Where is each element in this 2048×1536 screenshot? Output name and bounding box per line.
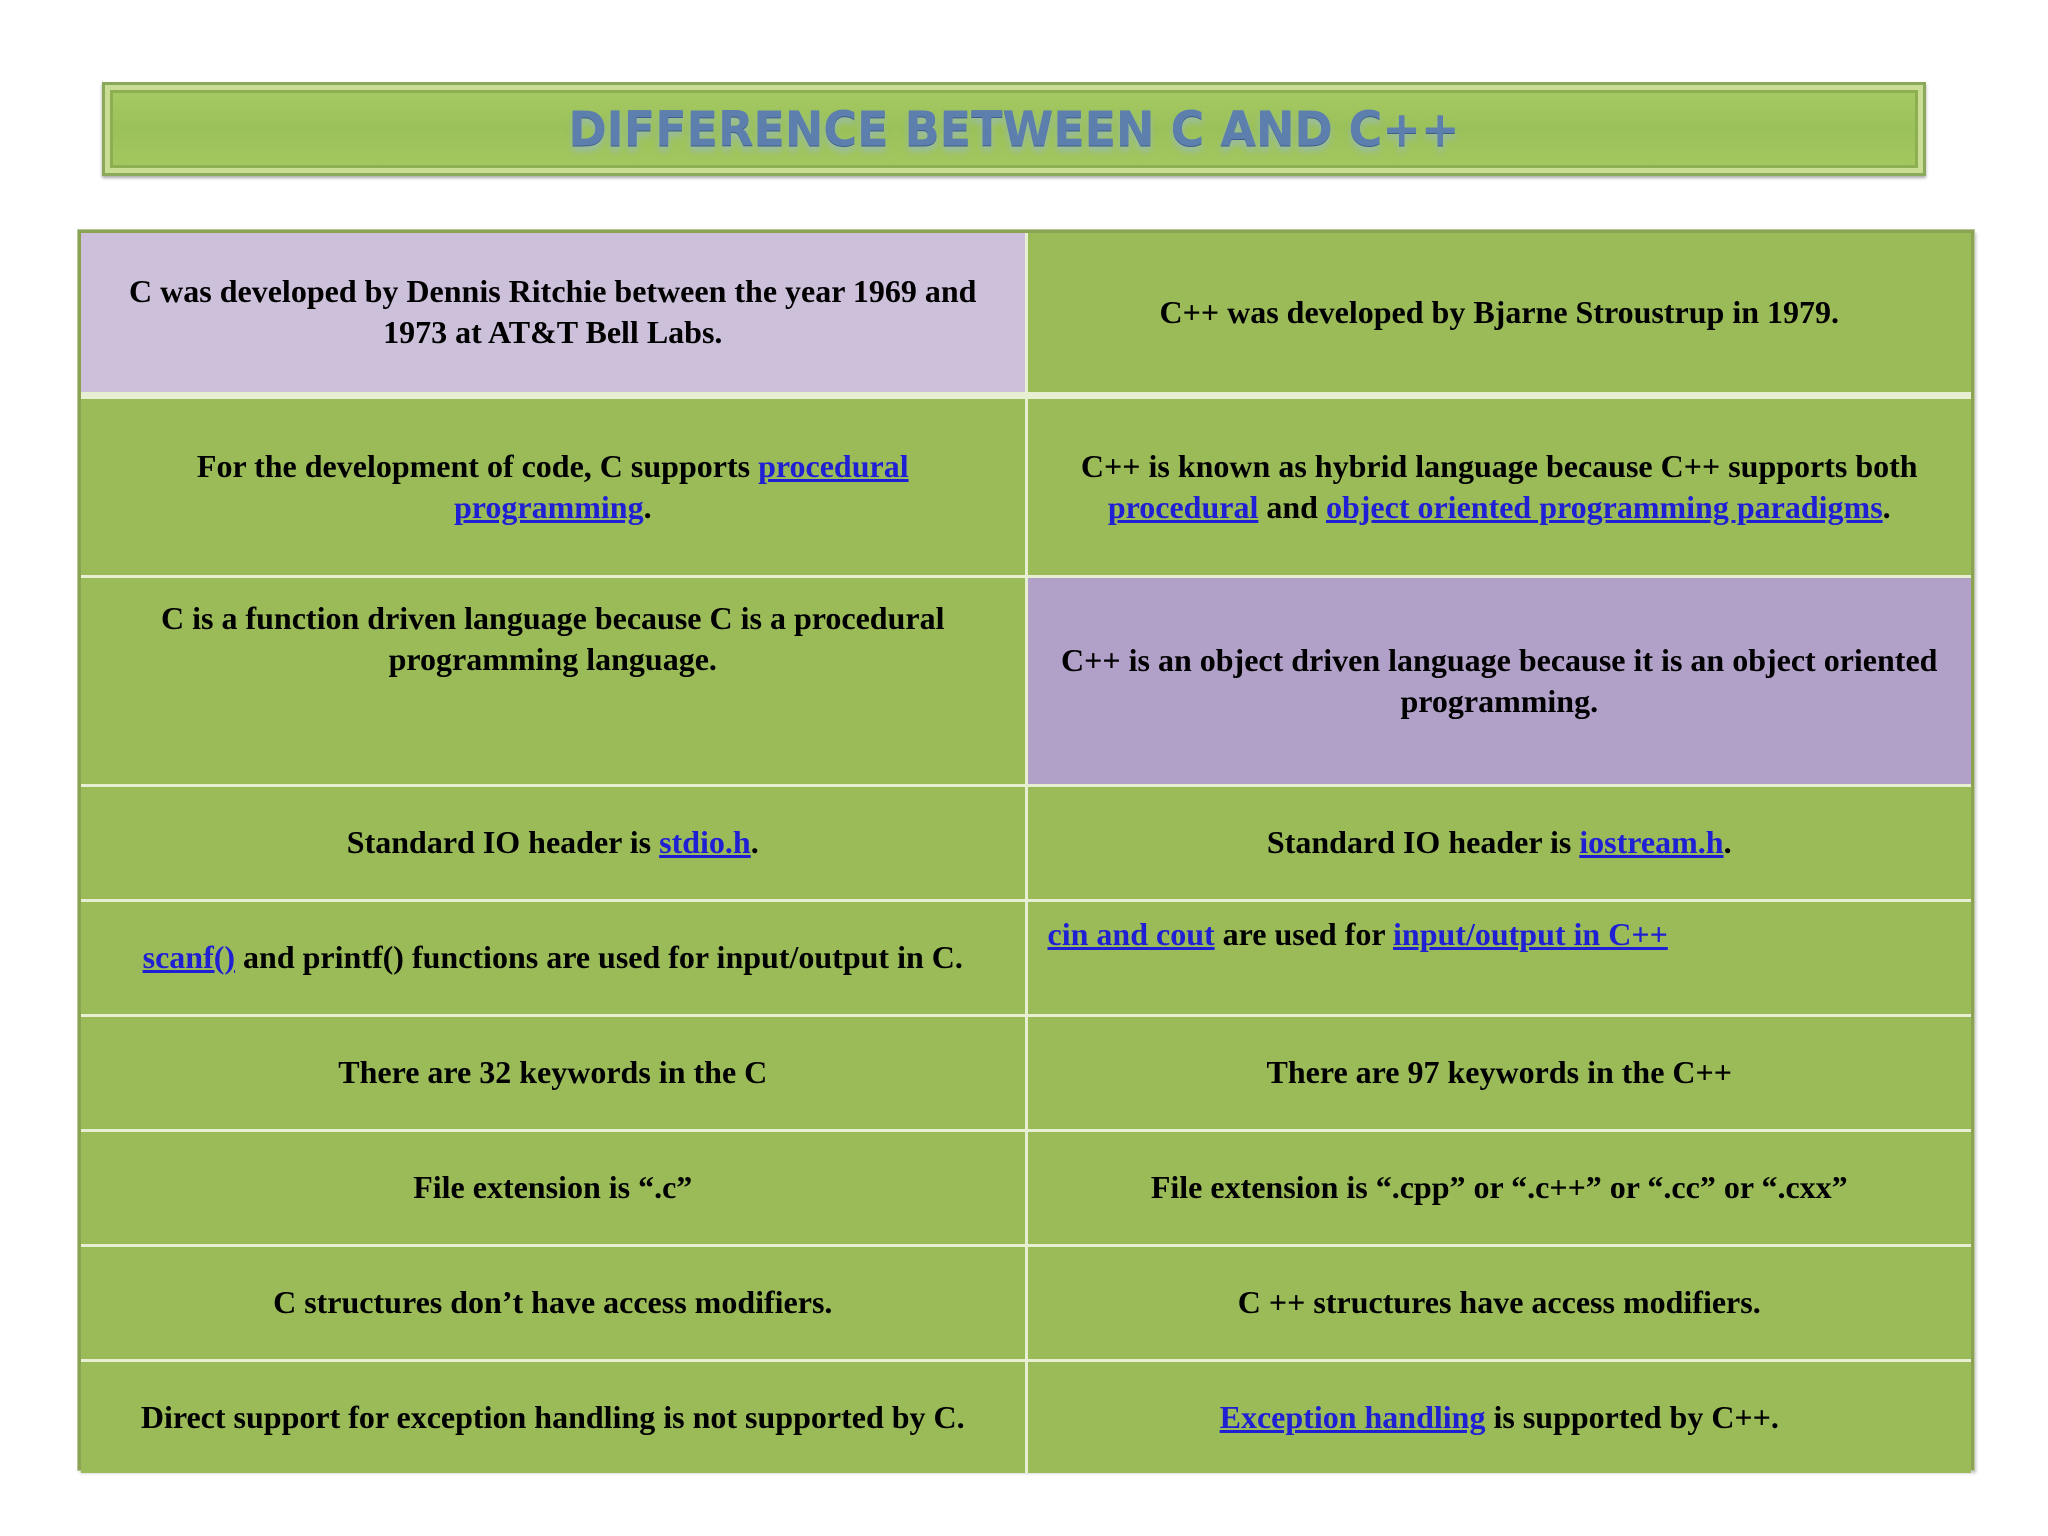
cell-c-developer: C was developed by Dennis Ritchie between the year 1969 and 1973 at AT&T Bell Labs. xyxy=(81,233,1026,395)
cell-c-paradigm: For the development of code, C supports procedural programming. xyxy=(81,395,1026,576)
link-scanf[interactable]: scanf() xyxy=(142,939,236,975)
cell-cpp-file-extension: File extension is “.cpp” or “.c++” or “.cc” or “.cxx” xyxy=(1026,1130,1971,1245)
table-row-file-extension xyxy=(81,1130,1971,1245)
cell-c-io-functions: scanf() and printf() functions are used for input/output in C. xyxy=(81,900,1026,1015)
cell-c-exception-handling: Direct support for exception handling is not supported by C. xyxy=(81,1360,1026,1473)
link-stdio-h[interactable]: stdio.h xyxy=(659,824,751,860)
table-row-developer xyxy=(81,233,1971,395)
cell-c-keywords: There are 32 keywords in the C xyxy=(81,1015,1026,1130)
link-input-output-cpp[interactable]: input/output in C++ xyxy=(1393,915,1668,952)
title-banner xyxy=(102,82,1926,176)
cell-cpp-access-modifiers: C ++ structures have access modifiers. xyxy=(1026,1245,1971,1360)
table-row-driven xyxy=(81,576,1971,785)
cell-cpp-developer: C++ was developed by Bjarne Stroustrup in 1979. xyxy=(1026,233,1971,395)
table-row-access-modifiers xyxy=(81,1245,1971,1360)
table-row-io-header xyxy=(81,785,1971,900)
cell-cpp-exception-handling: Exception handling is supported by C++. xyxy=(1026,1360,1971,1473)
cell-cpp-io-header: Standard IO header is iostream.h. xyxy=(1026,785,1971,900)
cell-c-io-header: Standard IO header is stdio.h. xyxy=(81,785,1026,900)
cell-c-access-modifiers: C structures don’t have access modifiers. xyxy=(81,1245,1026,1360)
table-row-io-functions xyxy=(81,900,1971,1015)
table-row-exception-handling xyxy=(81,1360,1971,1473)
link-procedural-programming[interactable]: procedural programming xyxy=(453,447,909,525)
link-object-oriented-programming-paradigms[interactable]: object oriented programming paradigms xyxy=(1325,488,1883,525)
cell-cpp-driven: C++ is an object driven language because it is an object oriented programming. xyxy=(1026,576,1971,785)
cell-cpp-keywords: There are 97 keywords in the C++ xyxy=(1026,1015,1971,1130)
cell-c-driven: C is a function driven language because C is a procedural programming language. xyxy=(81,576,1026,785)
table-row-paradigm xyxy=(81,395,1971,576)
link-procedural[interactable]: procedural xyxy=(1107,488,1259,525)
link-iostream-h[interactable]: iostream.h xyxy=(1579,824,1724,860)
page-title: DIFFERENCE BETWEEN C AND C++ xyxy=(568,100,1460,158)
cell-c-file-extension: File extension is “.c” xyxy=(81,1130,1026,1245)
link-cin-and-cout[interactable]: cin and cout xyxy=(1047,915,1215,952)
link-exception-handling[interactable]: Exception handling xyxy=(1219,1398,1486,1435)
cell-cpp-io-functions: cin and cout are used for input/output in C++ xyxy=(1026,900,1971,1015)
cell-cpp-paradigm: C++ is known as hybrid language because C++ supports both procedural and object oriented programming paradigms. xyxy=(1026,395,1971,576)
comparison-table xyxy=(78,230,1974,1470)
table-row-keywords xyxy=(81,1015,1971,1130)
comparison-grid xyxy=(81,233,1971,1473)
